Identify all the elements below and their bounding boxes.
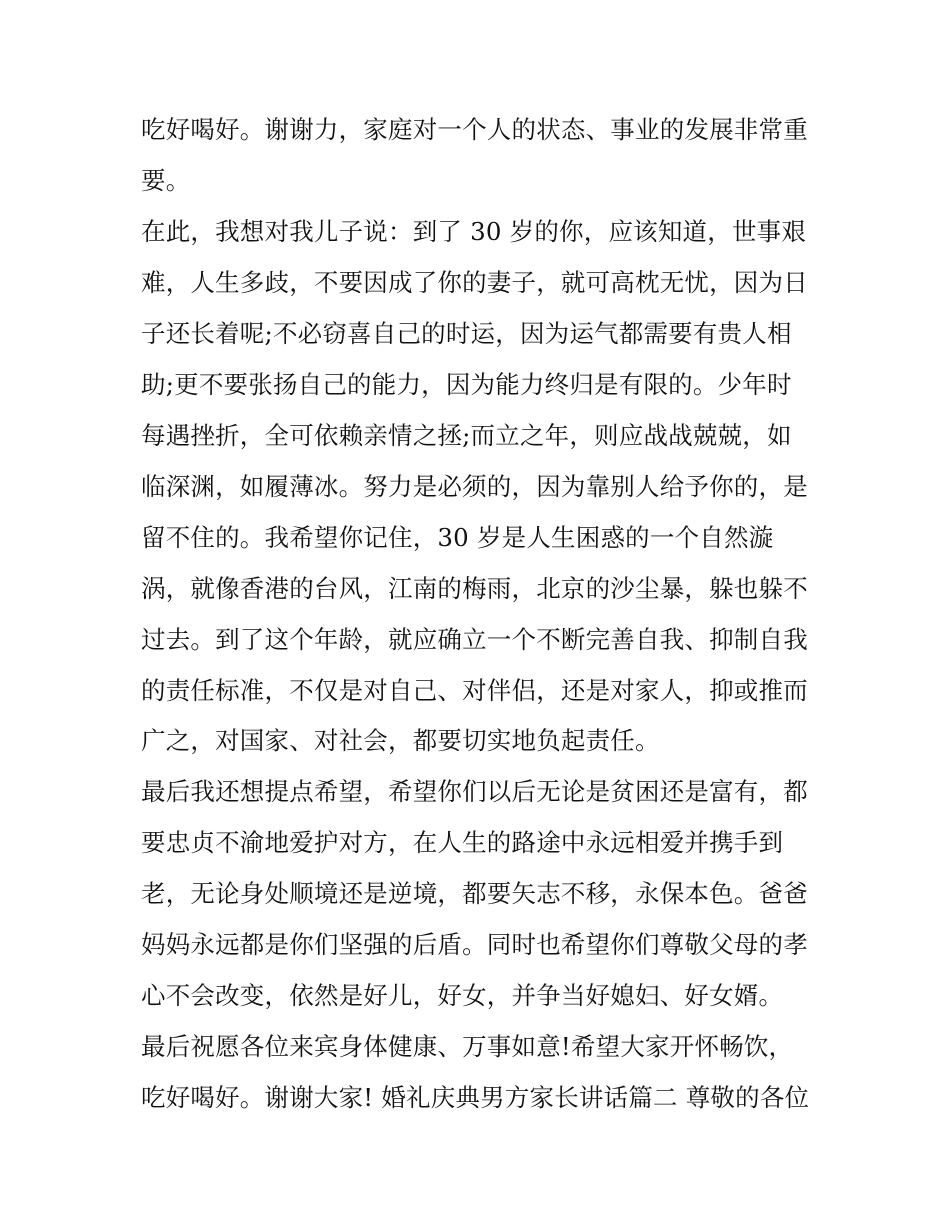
text-line: 过去。到了这个年龄，就应确立一个不断完善自我、抑制自我: [141, 625, 808, 654]
text-line: 吃好喝好。谢谢力，家庭对一个人的状态、事业的发展非常重: [141, 115, 808, 144]
text-line: 在此，我想对我儿子说：到了 30 岁的你，应该知道，世事艰: [141, 217, 807, 246]
text-line: 的责任标准，不仅是对自己、对伴侣，还是对家人，抑或推而: [141, 676, 808, 705]
text-line: 吃好喝好。谢谢大家! 婚礼庆典男方家长讲话篇二 尊敬的各位: [141, 1083, 810, 1112]
text-line: 老，无论身处顺境还是逆境，都要矢志不移，永保本色。爸爸: [141, 879, 808, 908]
text-line: 临深渊，如履薄冰。努力是必须的，因为靠别人给予你的，是: [141, 472, 808, 501]
text-line: 子还长着呢;不必窃喜自己的时运，因为运气都需要有贵人相: [141, 319, 792, 348]
text-line: 助;更不要张扬自己的能力，因为能力终归是有限的。少年时: [141, 370, 792, 399]
text-line: 每遇挫折，全可依赖亲情之拯;而立之年，则应战战兢兢，如: [141, 421, 792, 450]
text-line: 心不会改变，依然是好儿，好女，并争当好媳妇、好女婿。: [141, 981, 784, 1010]
text-line: 要忠贞不渝地爱护对方，在人生的路途中永远相爱并携手到: [141, 828, 784, 857]
text-line: 难，人生多歧，不要因成了你的妻子，就可高枕无忧，因为日: [141, 268, 808, 297]
text-line: 最后我还想提点希望，希望你们以后无论是贫困还是富有，都: [141, 777, 808, 806]
text-line: 涡，就像香港的台风，江南的梅雨，北京的沙尘暴，躲也躲不: [141, 574, 808, 603]
text-line: 留不住的。我希望你记住，30 岁是人生困惑的一个自然漩: [141, 523, 774, 552]
text-line: 妈妈永远都是你们坚强的后盾。同时也希望你们尊敬父母的孝: [141, 930, 808, 959]
text-line: 要。: [141, 166, 191, 195]
text-line: 广之，对国家、对社会，都要切实地负起责任。: [141, 726, 660, 755]
text-line: 最后祝愿各位来宾身体健康、万事如意!希望大家开怀畅饮，: [141, 1032, 794, 1061]
